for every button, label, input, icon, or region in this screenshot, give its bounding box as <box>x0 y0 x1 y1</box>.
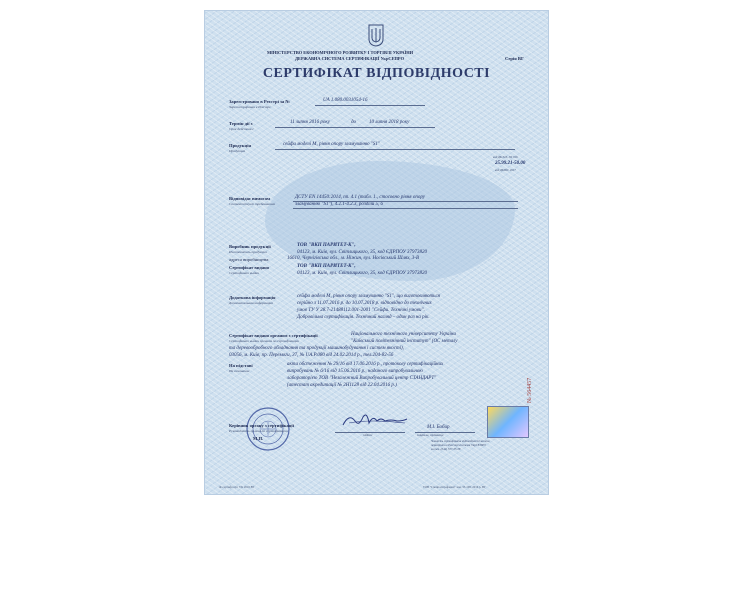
trident-icon <box>367 23 385 47</box>
organ-label-ru: Сертификат выдан органом по сертификации <box>229 339 300 343</box>
signature <box>339 409 409 431</box>
system-name: ДЕРЖАВНА СИСТЕМА СЕРТИФІКАЦІЇ УкрСЕПРО <box>295 56 404 61</box>
basis-line: випробувань № 6/16 від 15.06.2016 р., наданого випробувальною <box>287 369 423 374</box>
hologram-sticker <box>487 406 529 438</box>
additional-label-ru: Дополнительная информация <box>229 301 273 305</box>
validity-label: Термін дії з <box>229 121 253 126</box>
stamp-mp: М.П. <box>253 436 264 441</box>
registered-label: Зареєстровано в Реєстрі за № <box>229 99 290 104</box>
issued-label-ru: Сертификат выдан <box>229 271 259 275</box>
validity-from: 11 липня 2016 року <box>290 120 330 125</box>
basis-label: На підставі <box>229 363 253 368</box>
code1-value: 25.99.21-50.00 <box>495 161 526 166</box>
ukraine-map-background <box>265 161 515 281</box>
basis-line: акта обстеження № 29/16 від 17.06.2016 р., протоколу сертифікаційних <box>287 362 444 367</box>
validity-to: 10 липня 2018 року <box>369 120 410 125</box>
manufacturer-name: ТОВ "ВКП ПАРИТЕТ-К", <box>297 243 356 248</box>
additional-label: Додаткова інформація <box>229 295 276 300</box>
production-address-label: адреса виробництва: <box>229 257 270 262</box>
production-address: 16610, Чернігівська обл., м. Ніжин, вул. Носівський Шлях, 3-В <box>287 256 420 261</box>
name-label: ініціали, прізвище <box>417 433 444 437</box>
basis-line: лабораторією ТОВ "Незалежний Випробувальний центр СТАНДАРТ" <box>287 376 437 381</box>
code2-label: код ДКПП, 2017 <box>495 168 516 172</box>
organ-label: Сертифікат видано органом з сертифікації <box>229 333 318 338</box>
manufacturer-label: Виробник продукції <box>229 244 271 249</box>
head-name: М.І. Бобир <box>427 425 450 430</box>
basis-line: (атестат акредитації № 2Н1128 від 22.04.2016 р.) <box>287 383 397 388</box>
additional-line: серійно з 11.07.2016 р. до 10.07.2018 р. відповідно до технічних <box>297 301 432 306</box>
basis-label-ru: На основании <box>229 369 250 373</box>
issued-address: 04123, м. Київ, вул. Світлицького, 35, код ЄДРПОУ 37973820 <box>297 271 428 276</box>
product-label-ru: Продукция <box>229 149 246 153</box>
organ-line: Національного технічного університету України <box>351 332 456 337</box>
requirements-label: Відповідає вимогам <box>229 196 271 201</box>
manufacturer-label-ru: Изготовитель продукции <box>229 250 267 254</box>
certificate-document <box>204 10 549 495</box>
head-label-ru: Руководитель органа по сертификации <box>229 429 288 433</box>
issued-label: Сертифікат видано <box>229 265 270 270</box>
registered-label-ru: Зарегистрирован в Реестре <box>229 105 271 109</box>
issued-name: ТОВ "ВКП ПАРИТЕТ-К", <box>297 264 356 269</box>
requirements-line-1: ДСТУ EN 14450:2014, пп. 4.1 (табл. 1., стосовно рівня опору <box>295 195 425 200</box>
product-value: сейфи моделі М, рівня опору зламуванню "S1" <box>283 142 381 147</box>
validity-to-word: до <box>351 120 357 125</box>
additional-line: умов ТУ У 28.7-21488112.001-2001 "Сейфи. Технічні умови". <box>297 308 425 313</box>
verify-note: Чинність сертифіката відповідності можна <box>431 439 490 443</box>
head-label: Керівник органу з сертифікації <box>229 423 294 428</box>
registered-value: UA 1.080.0031054-16 <box>323 98 368 103</box>
serial-number: № 564457 <box>527 377 533 403</box>
additional-line: сейфи моделі М, рівня опору зламуванню "S1", що виготовляються <box>297 294 440 299</box>
signature-label: підпис <box>363 433 373 437</box>
organ-line: "Київський політехнічний інститут" (ОС металу <box>351 339 458 344</box>
product-label: Продукція <box>229 143 251 148</box>
code1-label: код ДК 016, ГК 016 <box>493 155 518 159</box>
ministry-name: МІНІСТЕРСТВО ЕКОНОМІЧНОГО РОЗВИТКУ І ТОРГІВЛІ УКРАЇНИ <box>267 50 414 55</box>
organ-line: та деревообробного обладнання та продукції машинобудування і систем якості), <box>229 346 404 351</box>
certificate-title: СЕРТИФІКАТ ВІДПОВІДНОСТІ <box>262 66 491 81</box>
series-label: Серія ВГ <box>505 56 524 61</box>
validity-label-ru: Срок действия с <box>229 127 254 131</box>
verify-note: перевірити в Реєстрі системи УкрСЕПРО <box>431 443 486 447</box>
additional-line: Добровільна сертифікація. Технічний нагляд – один раз на рік. <box>297 315 430 320</box>
manufacturer-address: 04123, м. Київ, вул. Світлицького, 35, код ЄДРПОУ 37973820 <box>297 250 428 255</box>
verify-note: за тел. (044) 537-35-38 <box>431 447 461 451</box>
footer-left: Ф-сертиф/серт. УК 2016 ВГ <box>219 485 255 489</box>
requirements-label-ru: Соответствует требованиям <box>229 202 275 206</box>
organ-line: 03056, м. Київ, пр. Перемоги, 37, № UA.Р.080 від 24.02.2014 р., тел.204-82-56 <box>229 353 394 358</box>
footer-right: ТОВ "Спецполіграфмаш" зам. 33-108. 2016 р. ВГ <box>423 485 486 489</box>
requirements-line-2: зламуванню "S1"), 4.2.1-4.2.3, розділи 5, 6 <box>295 202 384 207</box>
